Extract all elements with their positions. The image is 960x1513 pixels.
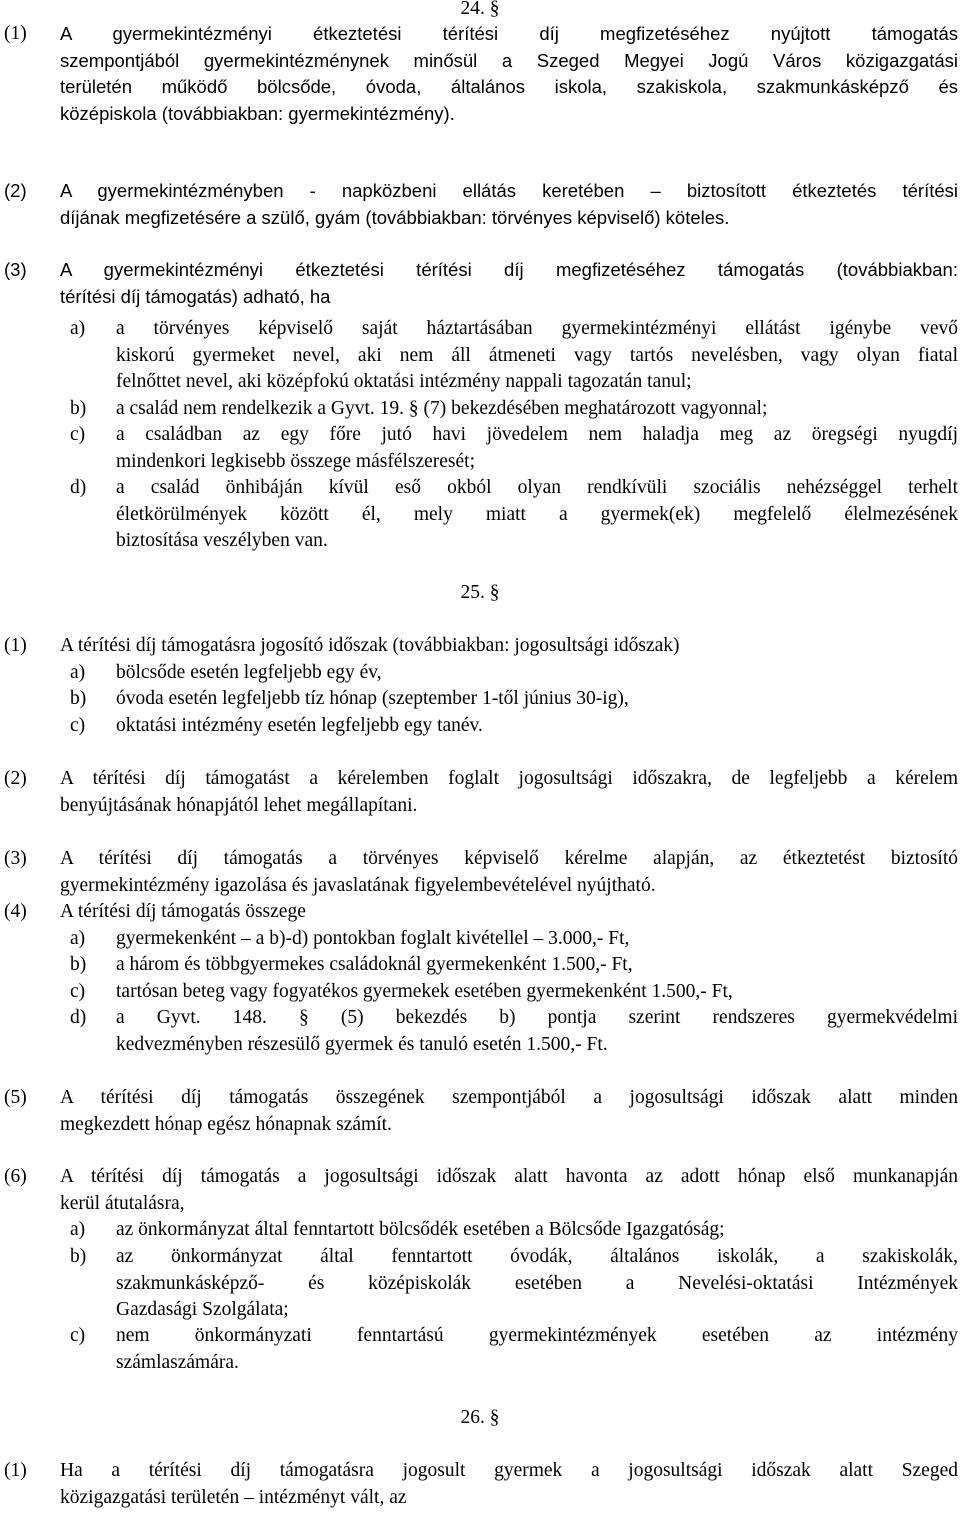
text-line: A térítési díj támogatásra jogosító időszak (továbbiakban: jogosultsági időszak) bbox=[60, 635, 680, 656]
text-line: A térítési díj támogatás összege bbox=[60, 901, 306, 922]
list-label: b) bbox=[70, 688, 87, 709]
list-text bbox=[116, 475, 958, 555]
list-label: a) bbox=[70, 1219, 86, 1240]
text-line: Ha a térítési díj támogatásra jogosult gyermek a jogosultsági időszak alatt Szeged bbox=[60, 1460, 958, 1481]
list-label: a) bbox=[70, 318, 86, 339]
text-line: életkörülmények között él, mely miatt a gyermek(ek) megfelelő élelmezésének bbox=[116, 503, 958, 525]
paragraph-number: (1) bbox=[4, 635, 27, 656]
text-line: a család önhibáján kívül eső okból olyan rendkívüli szociális nehézséggel terhelt bbox=[116, 477, 958, 498]
text-line: térítési díj támogatás) adható, ha bbox=[60, 285, 331, 307]
section-heading-24: 24. § bbox=[460, 0, 500, 19]
text-line: benyújtásának hónapjától lehet megállapítani. bbox=[60, 794, 418, 816]
list-text bbox=[116, 422, 958, 475]
list-text bbox=[116, 979, 958, 1006]
paragraph-number: (4) bbox=[4, 901, 27, 922]
paragraph-text bbox=[60, 633, 958, 660]
list-text bbox=[116, 952, 958, 979]
text-line: középiskola (továbbiakban: gyermekintézmény). bbox=[60, 102, 455, 124]
text-line: nem önkormányzati fenntartású gyermekintézmények esetében az intézmény bbox=[116, 1325, 958, 1346]
list-label: a) bbox=[70, 662, 86, 683]
text-line: kedvezményben részesülő gyermek és tanuló esetén 1.500,- Ft. bbox=[116, 1033, 608, 1055]
text-line: A gyermekintézményi étkeztetési térítési díj megfizetéséhez támogatás (továbbiakban: bbox=[60, 259, 958, 280]
section-heading-25: 25. § bbox=[460, 582, 500, 603]
list-label: b) bbox=[70, 954, 87, 975]
paragraph-text bbox=[60, 178, 958, 231]
paragraph-text bbox=[60, 1458, 958, 1511]
paragraph-text bbox=[60, 257, 958, 310]
list-text bbox=[116, 660, 958, 687]
text-line: A térítési díj támogatás összegének szempontjából a jogosultsági időszak alatt minden bbox=[60, 1087, 958, 1108]
text-line: Gazdasági Szolgálata; bbox=[116, 1299, 289, 1320]
list-label: a) bbox=[70, 928, 86, 949]
text-line: a három és többgyermekes családoknál gyermekenként 1.500,- Ft, bbox=[116, 954, 633, 975]
list-text bbox=[116, 396, 958, 423]
text-line: biztosítása veszélyben van. bbox=[116, 530, 328, 551]
text-line: a család nem rendelkezik a Gyvt. 19. § (7) bekezdésében meghatározott vagyonnal; bbox=[116, 398, 768, 419]
text-line: megkezdett hónap egész hónapnak számít. bbox=[60, 1113, 392, 1135]
text-line: a Gyvt. 148. § (5) bekezdés b) pontja szerint rendszeres gyermekvédelmi bbox=[116, 1007, 958, 1028]
paragraph-text bbox=[60, 899, 958, 926]
list-label: d) bbox=[70, 1007, 87, 1028]
paragraph-text bbox=[60, 21, 958, 127]
text-line: A térítési díj támogatást a kérelemben foglalt jogosultsági időszakra, de legfeljebb a kérelem bbox=[60, 768, 958, 789]
paragraph-number: (3) bbox=[4, 848, 27, 869]
list-text bbox=[116, 713, 958, 740]
text-line: A térítési díj támogatás a jogosultsági időszak alatt havonta az adott hónap első munkanapján bbox=[60, 1166, 958, 1187]
paragraph-number: (5) bbox=[4, 1087, 27, 1108]
text-line: gyermekintézmény igazolása és javaslatának figyelembevételével nyújtható. bbox=[60, 874, 656, 896]
paragraph-number: (1) bbox=[4, 1460, 27, 1481]
text-line: díjának megfizetésére a szülő, gyám (továbbiakban: törvényes képviselő) köteles. bbox=[60, 206, 730, 228]
list-label: c) bbox=[70, 1325, 86, 1346]
text-line: a családban az egy főre jutó havi jövedelem nem haladja meg az öregségi nyugdíj bbox=[116, 424, 958, 445]
list-label: c) bbox=[70, 424, 86, 445]
text-line: számlaszámára. bbox=[116, 1351, 239, 1373]
paragraph-number: (1) bbox=[4, 23, 27, 44]
text-line: oktatási intézmény esetén legfeljebb egy tanév. bbox=[116, 715, 483, 736]
text-line: A gyermekintézményi étkeztetési térítési díj megfizetéséhez nyújtott támogatás bbox=[60, 23, 958, 44]
paragraph-text bbox=[60, 1164, 958, 1217]
text-line: közigazgatási területén – intézményt vált, az bbox=[60, 1486, 407, 1508]
text-line: óvoda esetén legfeljebb tíz hónap (szeptember 1-től június 30-ig), bbox=[116, 688, 629, 709]
text-line: kerül átutalásra, bbox=[60, 1192, 185, 1214]
paragraph-text bbox=[60, 1085, 958, 1138]
text-line: szakmunkásképző- és középiskolák esetében a Nevelési-oktatási Intézmények bbox=[116, 1272, 958, 1294]
paragraph-text bbox=[60, 766, 958, 819]
list-text bbox=[116, 926, 958, 953]
list-label: b) bbox=[70, 398, 87, 419]
list-label: d) bbox=[70, 477, 87, 498]
paragraph-number: (2) bbox=[4, 180, 27, 201]
text-line: felnőttet nevel, aki középfokú oktatási intézmény nappali tagozatán tanul; bbox=[116, 371, 692, 392]
list-text bbox=[116, 1323, 958, 1376]
list-text bbox=[116, 1005, 958, 1058]
text-line: bölcsőde esetén legfeljebb egy év, bbox=[116, 662, 382, 683]
text-line: tartósan beteg vagy fogyatékos gyermekek esetében gyermekenként 1.500,- Ft, bbox=[116, 981, 733, 1002]
text-line: A gyermekintézményben - napközbeni ellátás keretében – biztosított étkeztetés térítési bbox=[60, 180, 958, 201]
text-line: szempontjából gyermekintézménynek minősül a Szeged Megyei Jogú Város közigazgatási bbox=[60, 49, 958, 71]
list-text bbox=[116, 316, 958, 396]
text-line: kiskorú gyermeket nevel, aki nem áll átmeneti vagy tartós nevelésben, vagy olyan fiatal bbox=[116, 344, 958, 366]
paragraph-text bbox=[60, 846, 958, 899]
text-line: mindenkori legkisebb összege másfélszeresét; bbox=[116, 450, 476, 472]
text-line: A térítési díj támogatás a törvényes képviselő kérelme alapján, az étkeztetést biztosító bbox=[60, 848, 958, 869]
paragraph-number: (3) bbox=[4, 259, 27, 280]
text-line: gyermekenként – a b)-d) pontokban foglalt kivétellel – 3.000,- Ft, bbox=[116, 928, 630, 949]
text-line: területén működő bölcsőde, óvoda, általános iskola, szakiskola, szakmunkásképző és bbox=[60, 76, 958, 97]
text-line: az önkormányzat által fenntartott óvodák, általános iskolák, a szakiskolák, bbox=[116, 1246, 958, 1267]
list-text bbox=[116, 1244, 958, 1324]
text-line: a törvényes képviselő saját háztartásában gyermekintézményi ellátást igénybe vevő bbox=[116, 318, 958, 339]
list-label: c) bbox=[70, 981, 86, 1002]
section-heading-26: 26. § bbox=[460, 1407, 500, 1428]
list-text bbox=[116, 1217, 958, 1244]
list-text bbox=[116, 686, 958, 713]
paragraph-number: (6) bbox=[4, 1166, 27, 1187]
list-label: b) bbox=[70, 1246, 87, 1267]
list-label: c) bbox=[70, 715, 86, 736]
text-line: az önkormányzat által fenntartott bölcsődék esetében a Bölcsőde Igazgatóság; bbox=[116, 1219, 725, 1240]
paragraph-number: (2) bbox=[4, 768, 27, 789]
